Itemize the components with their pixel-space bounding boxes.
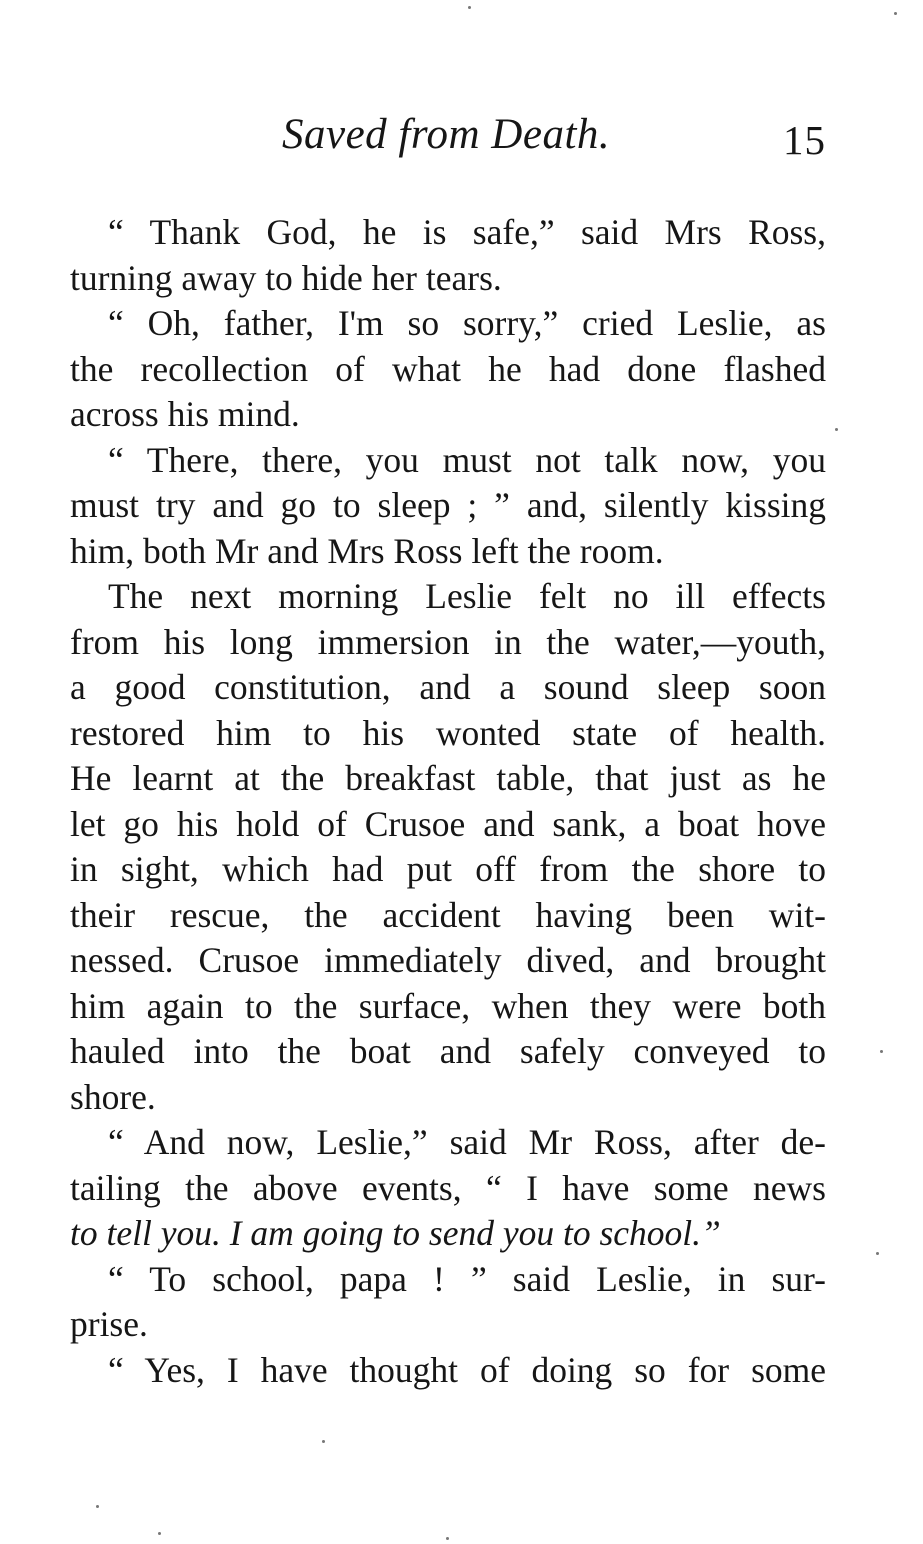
text-line: The next morning Leslie felt no ill effects	[108, 576, 826, 616]
running-title: Saved from Death.	[282, 111, 611, 158]
paper-speck	[876, 1252, 879, 1255]
page-number: 15	[783, 117, 826, 163]
text-line: turning away to hide her tears.	[70, 257, 502, 298]
paper-speck	[880, 1050, 883, 1053]
paper-speck	[322, 1440, 325, 1443]
text-line: “ And now, Leslie,” said Mr Ross, after de-	[108, 1122, 826, 1162]
text-line: restored him to his wonted state of health.	[70, 712, 826, 753]
paper-speck	[96, 1505, 99, 1508]
text-line: to tell you. I am going to send you to school.”	[70, 1213, 721, 1253]
text-line: the recollection of what he had done flashed	[70, 348, 826, 389]
paragraph	[70, 1120, 826, 1257]
paragraph	[70, 574, 826, 1120]
text-line: nessed. Crusoe immediately dived, and brought	[70, 940, 826, 980]
text-line: “ To school, papa ! ” said Leslie, in sur-	[108, 1258, 826, 1299]
text-line: from his long immersion in the water,—youth,	[70, 621, 826, 662]
body-text	[70, 210, 826, 1393]
paper-speck	[894, 12, 897, 15]
paragraph	[70, 210, 826, 301]
paper-speck	[835, 428, 838, 431]
text-line: “ Yes, I have thought of doing so for some	[108, 1349, 826, 1390]
text-line: “ Thank God, he is safe,” said Mrs Ross,	[108, 212, 826, 252]
text-line: let go his hold of Crusoe and sank, a boat hove	[70, 803, 826, 844]
text-line: him, both Mr and Mrs Ross left the room.	[70, 530, 664, 571]
paragraph	[70, 1348, 826, 1394]
text-line: shore.	[70, 1076, 156, 1117]
paper-speck	[468, 6, 471, 9]
text-line: him again to the surface, when they were both	[70, 985, 826, 1026]
paragraph	[70, 438, 826, 575]
text-line: their rescue, the accident having been wit-	[70, 894, 826, 935]
text-line: hauled into the boat and safely conveyed to	[70, 1031, 826, 1071]
text-line: “ Oh, father, I'm so sorry,” cried Leslie, as	[108, 303, 826, 343]
text-line: He learnt at the breakfast table, that just as he	[70, 758, 826, 798]
text-line: a good constitution, and a sound sleep soon	[70, 667, 826, 707]
running-head	[70, 110, 826, 170]
paragraph	[70, 301, 826, 438]
text-line: in sight, which had put off from the shore to	[70, 849, 826, 889]
text-line: “ There, there, you must not talk now, you	[108, 439, 826, 480]
paragraph	[70, 1257, 826, 1348]
paper-speck	[158, 1532, 161, 1535]
paper-speck	[446, 1537, 449, 1540]
text-line: tailing the above events, “ I have some news	[70, 1167, 826, 1208]
text-line: prise.	[70, 1304, 148, 1344]
text-line: across his mind.	[70, 394, 300, 434]
text-line: must try and go to sleep ; ” and, silently kissing	[70, 485, 826, 525]
